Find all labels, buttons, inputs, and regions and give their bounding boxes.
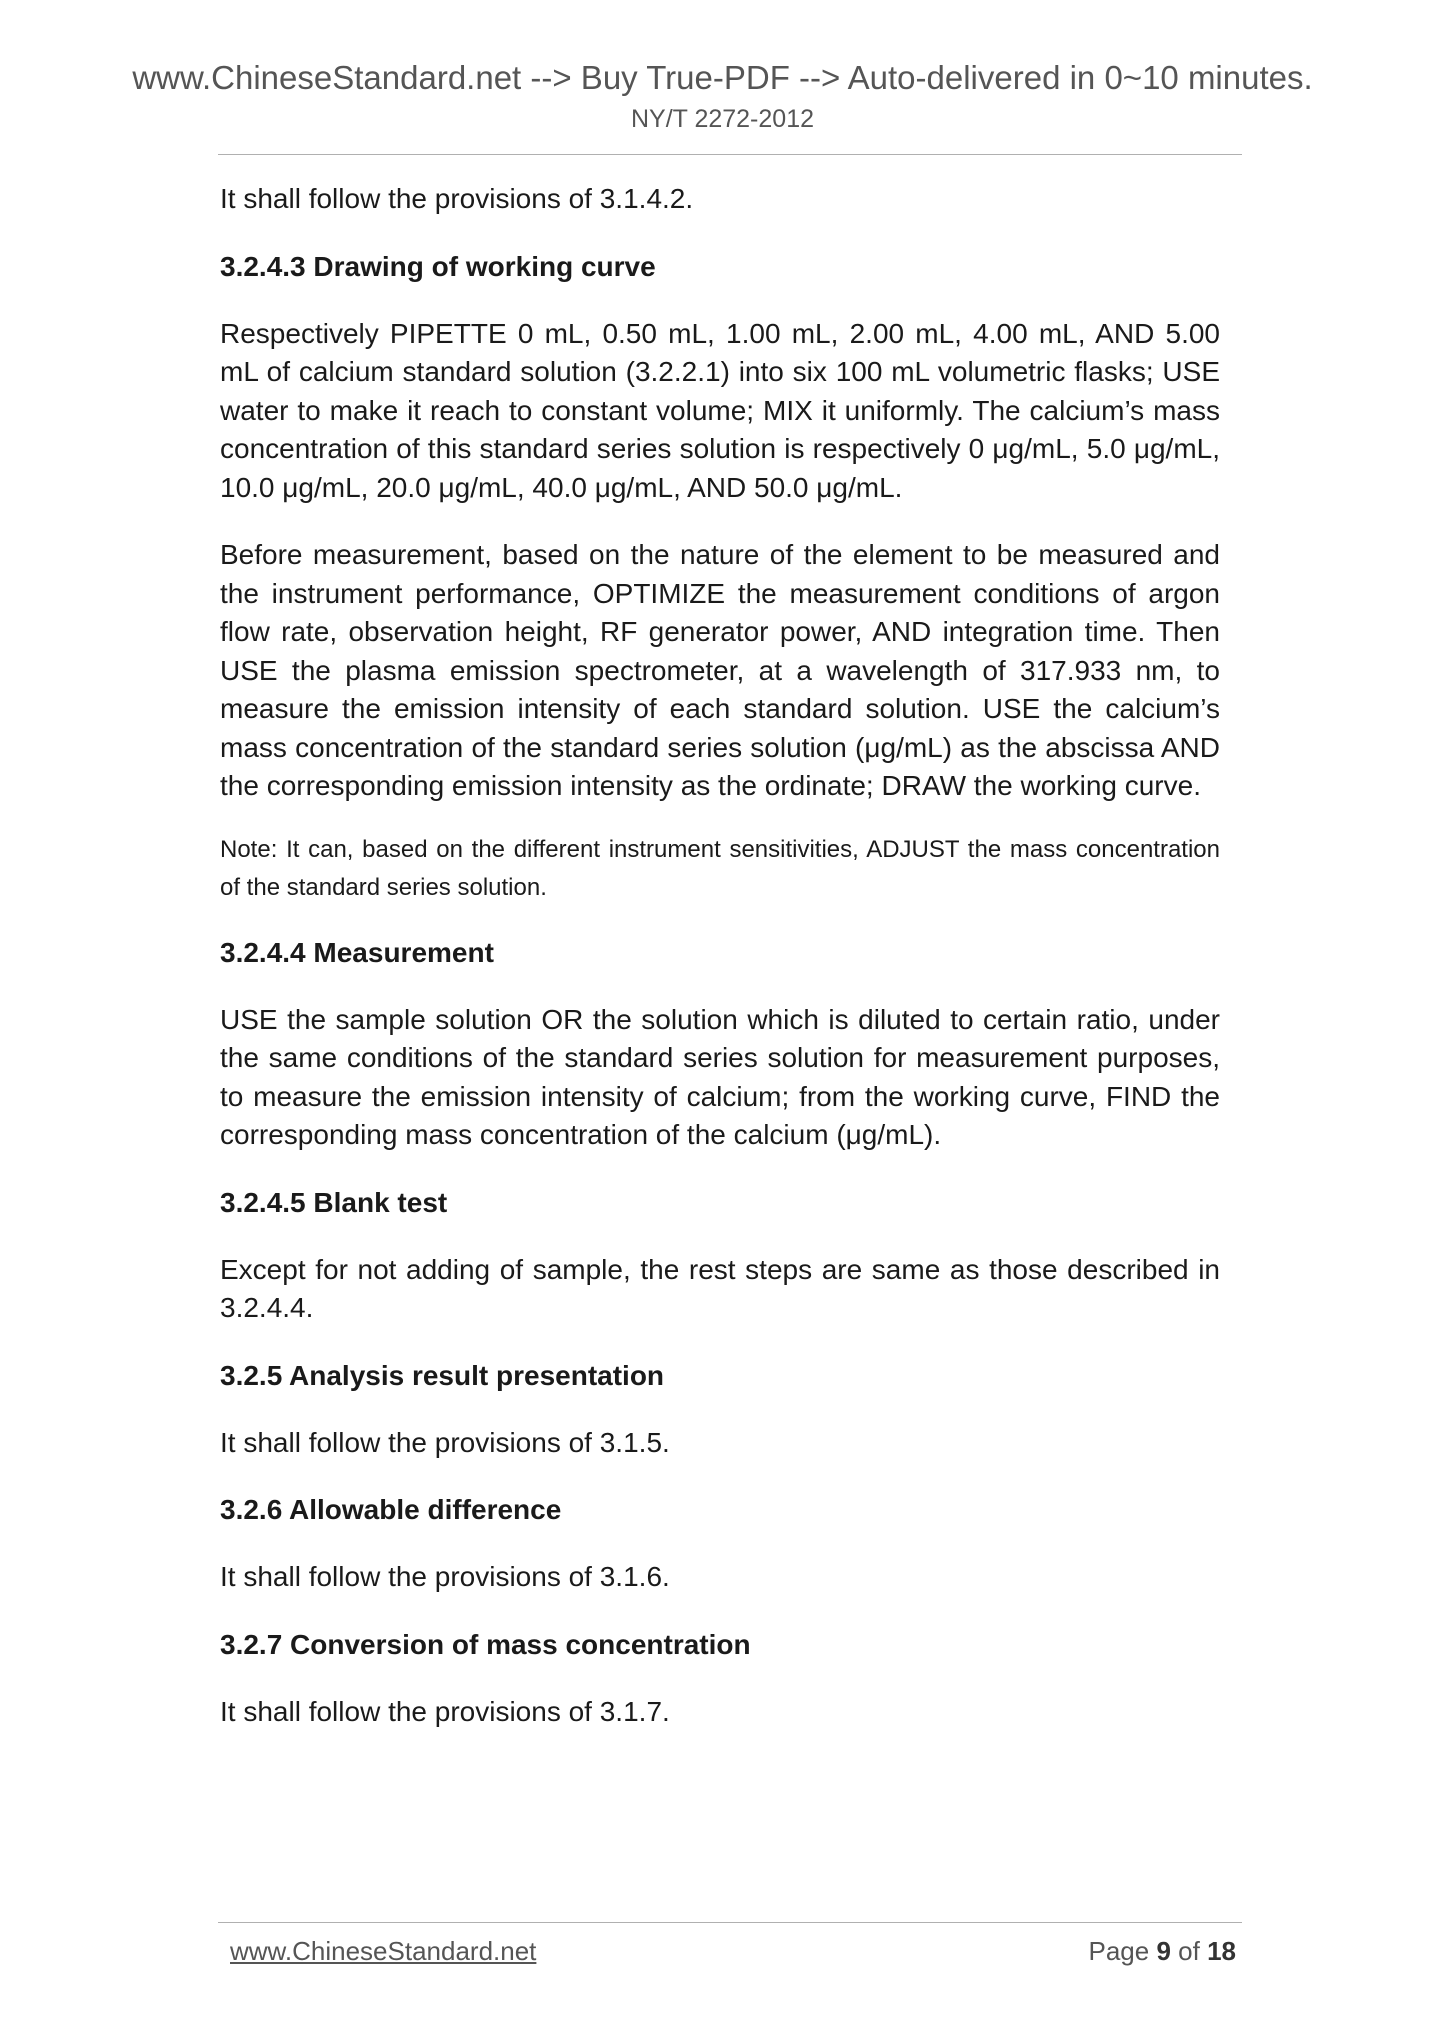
footer-site-link[interactable]: www.ChineseStandard.net xyxy=(230,1936,537,1966)
heading-3-2-4-4: 3.2.4.4 Measurement xyxy=(220,936,494,968)
header-divider xyxy=(218,154,1242,155)
paragraph-measurement: USE the sample solution OR the solution which is diluted to certain ratio, under the same conditions of the standard series solution for measurement purposes, to measure the emission intensity of calcium; from the working curve, FIND the corresponding mass concentration of the calcium (μg/mL). xyxy=(220,1003,1220,1150)
page-header xyxy=(0,58,1445,134)
page-of: of xyxy=(1178,1936,1200,1966)
page-footer xyxy=(230,1936,1236,1976)
page-number xyxy=(1088,1936,1236,1967)
paragraph-blank-test: Except for not adding of sample, the rest steps are same as those described in 3.2.4.4. xyxy=(220,1253,1220,1323)
paragraph-follow-316: It shall follow the provisions of 3.1.6. xyxy=(220,1561,670,1592)
note-adjust-concentration: Note: It can, based on the different instrument sensitivities, ADJUST the mass concentration of the standard series solution. xyxy=(220,835,1220,901)
paragraph-before-measurement: Before measurement, based on the nature of the element to be measured and the instrument performance, OPTIMIZE the measurement conditions of argon flow rate, observation height, RF generator power, AND integration time. Then USE the plasma emission spectrometer, at a wavelength of 317.933 nm, to measure the emission intensity of each standard solution. USE the calcium’s mass concentration of the standard series solution (μg/mL) as the abscissa AND the corresponding emission intensity as the ordinate; DRAW the working curve. xyxy=(220,539,1220,801)
paragraph-follow-317: It shall follow the provisions of 3.1.7. xyxy=(220,1695,670,1727)
paragraph-follow-315: It shall follow the provisions of 3.1.5. xyxy=(220,1426,670,1458)
paragraph-follow-3142: It shall follow the provisions of 3.1.4.2. xyxy=(220,183,694,214)
footer-divider xyxy=(218,1922,1242,1923)
page-total: 18 xyxy=(1207,1936,1236,1966)
heading-3-2-4-5: 3.2.4.5 Blank test xyxy=(220,1186,448,1218)
heading-3-2-7: 3.2.7 Conversion of mass concentration xyxy=(220,1628,751,1660)
page-current: 9 xyxy=(1156,1936,1171,1966)
heading-3-2-4-3: 3.2.4.3 Drawing of working curve xyxy=(220,250,656,282)
heading-3-2-6: 3.2.6 Allowable difference xyxy=(220,1494,562,1525)
header-banner: www.ChineseStandard.net --> Buy True-PDF --> Auto-delivered in 0~10 minutes. xyxy=(132,59,1313,96)
page-word: Page xyxy=(1088,1936,1150,1966)
heading-3-2-5: 3.2.5 Analysis result presentation xyxy=(220,1359,665,1391)
document-body xyxy=(220,180,1220,1731)
standard-code: NY/T 2272-2012 xyxy=(631,105,814,133)
paragraph-pipette-standards: Respectively PIPETTE 0 mL, 0.50 mL, 1.00 mL, 2.00 mL, 4.00 mL, AND 5.00 mL of calcium standard solution (3.2.2.1) into six 100 mL volumetric flasks; USE water to make it reach to constant volume; MIX it uniformly. The calcium’s mass concentration of this standard series solution is respectively 0 μg/mL, 5.0 μg/mL, 10.0 μg/mL, 20.0 μg/mL, 40.0 μg/mL, AND 50.0 μg/mL. xyxy=(220,317,1220,503)
